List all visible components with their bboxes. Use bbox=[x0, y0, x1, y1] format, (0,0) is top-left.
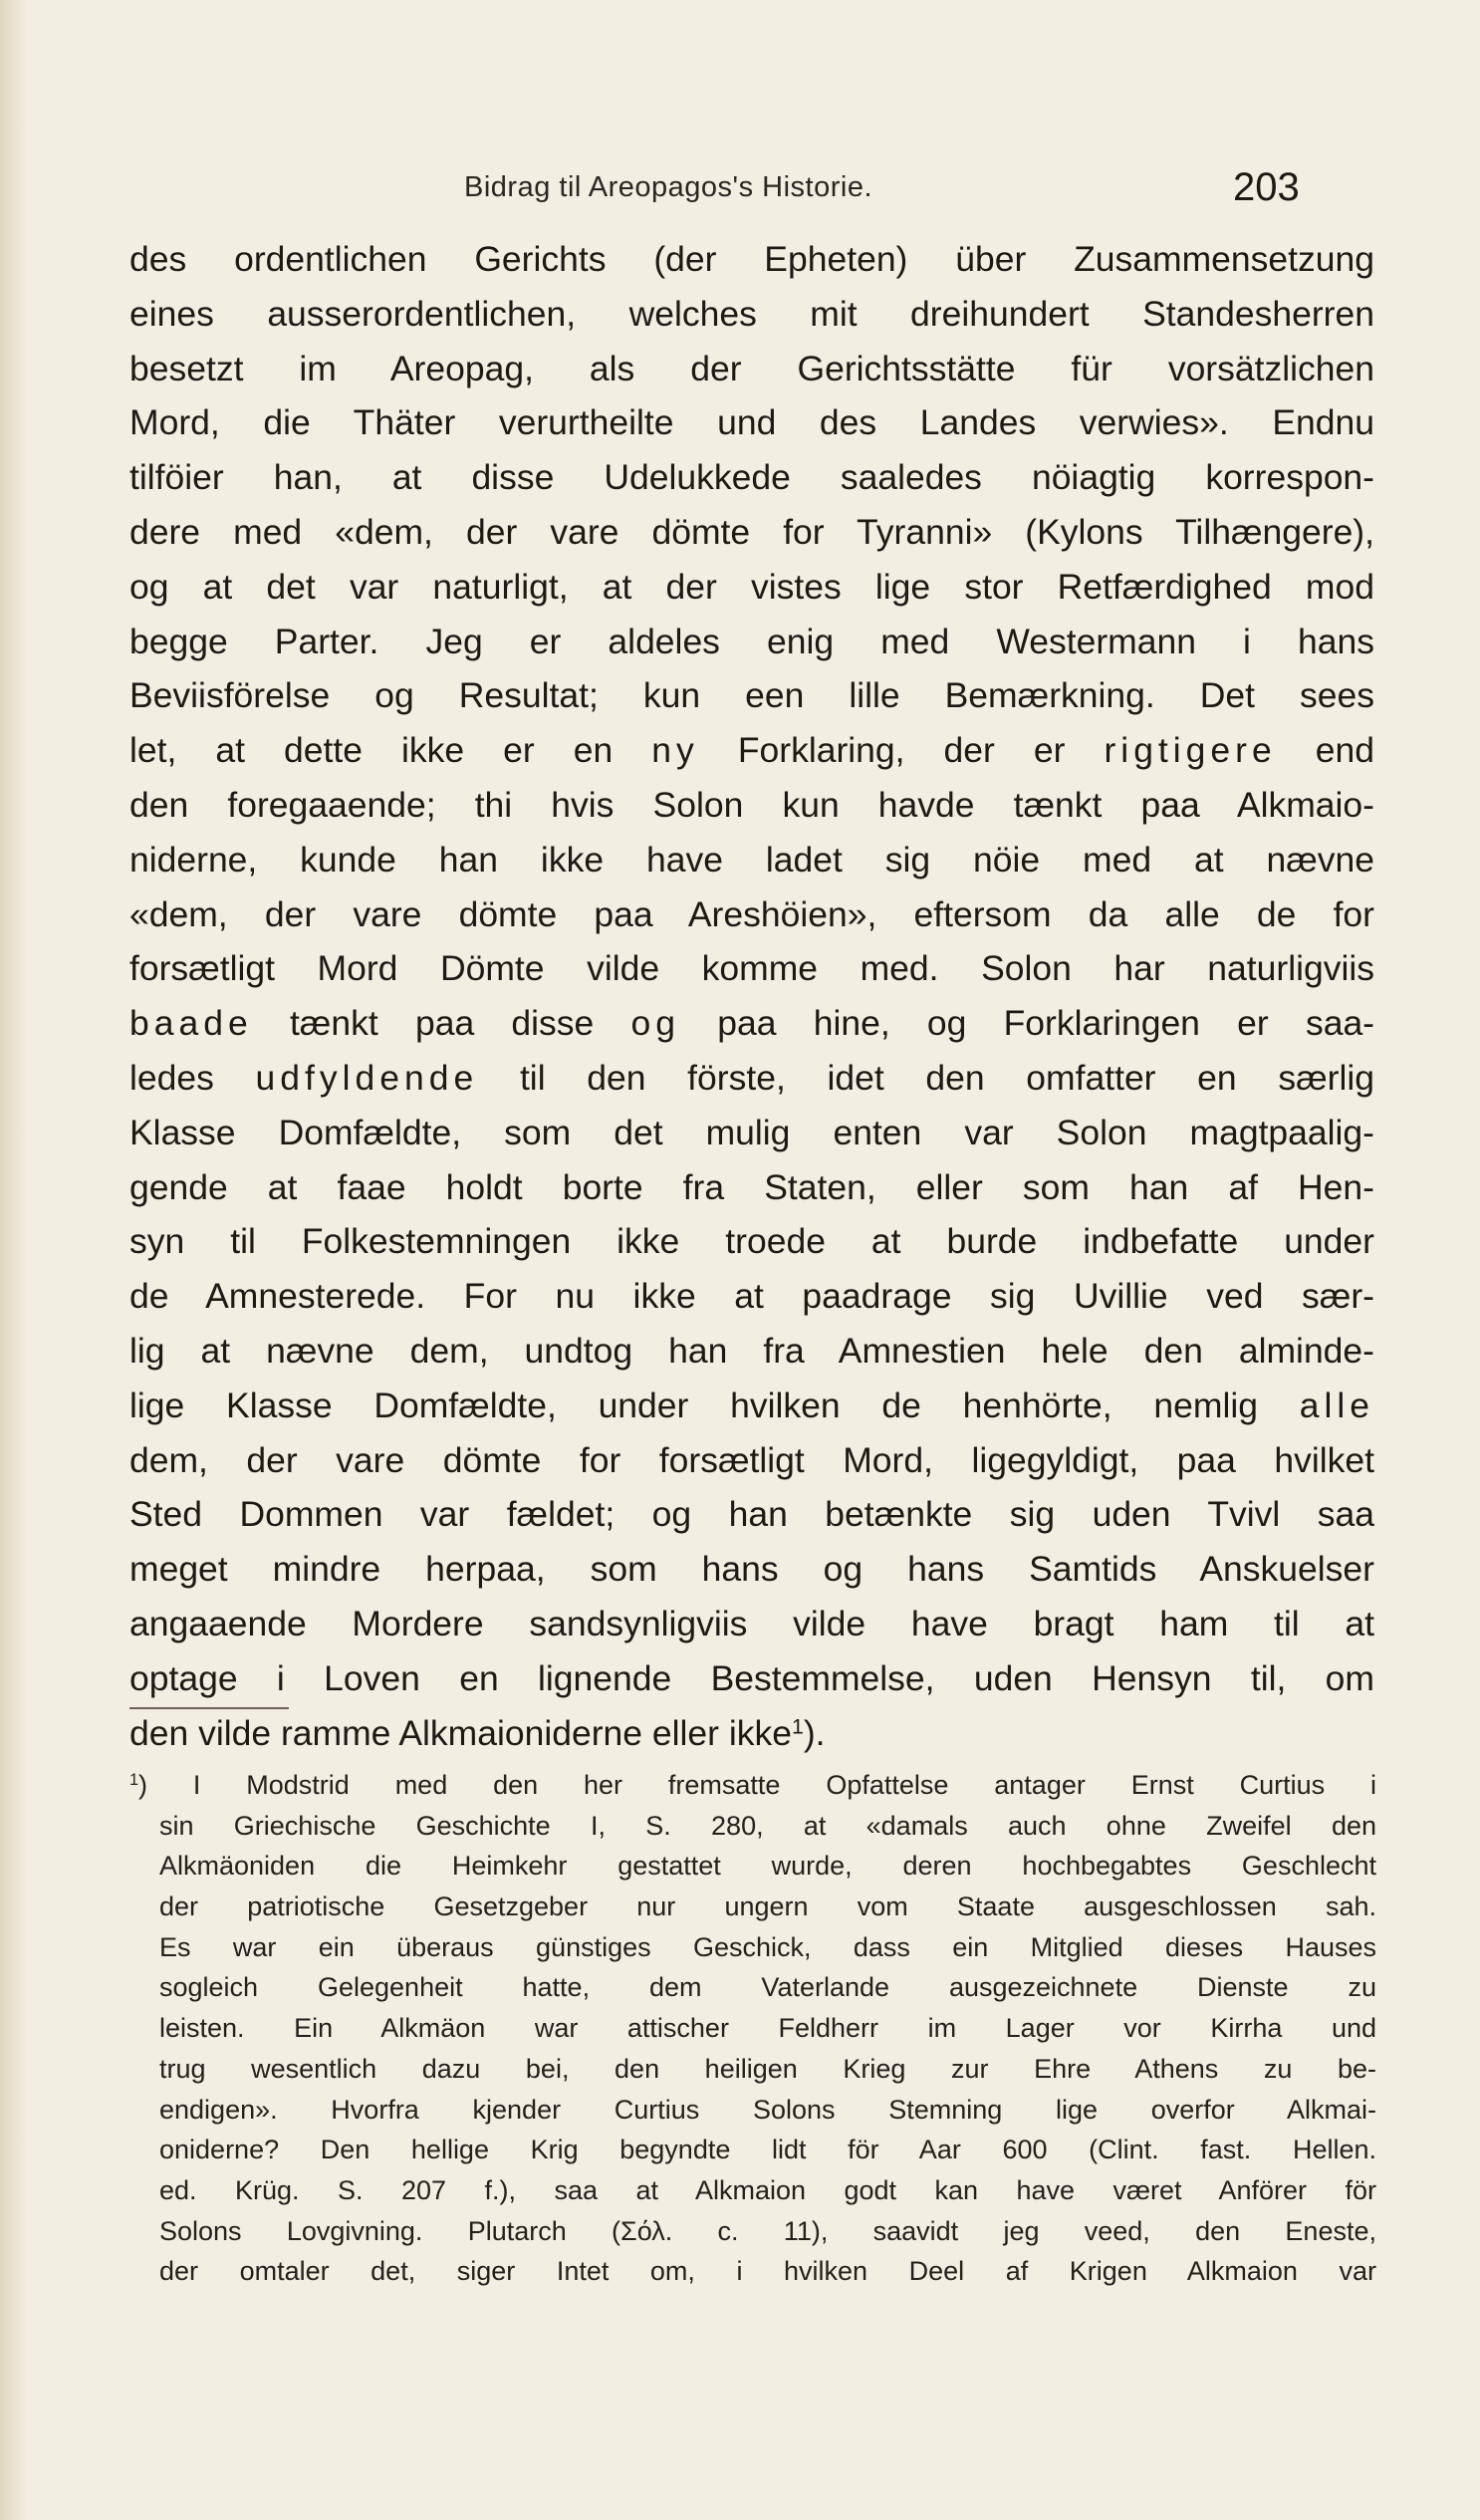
footnote-line: leisten. Ein Alkmäon war attischer Feldherr im Lager vor Kirrha und bbox=[159, 2013, 1376, 2044]
text-line: den foregaaende; thi hvis Solon kun havde tænkt paa Alkmaio- bbox=[129, 784, 1374, 825]
footnote-line: der patriotische Gesetzgeber nur ungern vom Staate ausgeschlossen sah. bbox=[159, 1891, 1376, 1922]
footnote-line: endigen». Hvorfra kjender Curtius Solons Stemning lige overfor Alkmai- bbox=[159, 2094, 1376, 2125]
text-line: meget mindre herpaa, som hans og hans Samtids Anskuelser bbox=[129, 1549, 1374, 1590]
text-line bbox=[129, 996, 1374, 1051]
emphasis-og: og bbox=[630, 1003, 681, 1044]
text-line: angaaende Mordere sandsynligviis vilde have bragt ham til at bbox=[129, 1603, 1374, 1643]
text-run: ledes bbox=[129, 1057, 256, 1098]
emphasis-rigtigere: rigtigere bbox=[1104, 730, 1277, 771]
footnote-line: der omtaler det, siger Intet om, i hvilken Deel af Krigen Alkmaion var bbox=[159, 2256, 1376, 2287]
emphasis-baade: baade bbox=[129, 1003, 253, 1044]
footnote-line: Es war ein überaus günstiges Geschick, dass ein Mitglied dieses Hauses bbox=[159, 1931, 1376, 1962]
footnote-line: trug wesentlich dazu bei, den heiligen Krieg zur Ehre Athens zu be- bbox=[159, 2053, 1376, 2084]
text-line: Sted Dommen var fældet; og han betænkte sig uden Tvivl saa bbox=[129, 1494, 1374, 1535]
main-text bbox=[129, 232, 1374, 1760]
text-run: lige Klasse Domfældte, under hvilken de henhörte, nemlig bbox=[129, 1385, 1300, 1425]
text-run: Forklaring, der er bbox=[698, 730, 1105, 771]
footnote-marker-close: ) bbox=[138, 1770, 148, 1800]
footnote-line: oniderne? Den hellige Krig begyndte lidt för Aar 600 (Clint. fast. Hellen. bbox=[159, 2135, 1376, 2165]
text-line: besetzt im Areopag, als der Gerichtsstätte für vorsätzlichen bbox=[129, 348, 1374, 388]
text-line: Beviisförelse og Resultat; kun een lille Bemærkning. Det sees bbox=[129, 675, 1374, 716]
text-line-last bbox=[129, 1706, 1374, 1761]
text-line: begge Parter. Jeg er aldeles enig med Westermann i hans bbox=[129, 621, 1374, 661]
text-line bbox=[129, 1379, 1374, 1433]
footnote-line: sogleich Gelegenheit hatte, dem Vaterlande ausgezeichnete Dienste zu bbox=[159, 1972, 1376, 2003]
emphasis-alle: alle bbox=[1299, 1385, 1374, 1425]
text-line: gende at faae holdt borte fra Staten, eller som han af Hen- bbox=[129, 1166, 1374, 1207]
footnote-text: I Modstrid med den her fremsatte Opfattelse antager Ernst Curtius i bbox=[192, 1770, 1376, 1800]
text-line: des ordentlichen Gerichts (der Epheten) über Zusammensetzung bbox=[129, 239, 1374, 279]
footnote-line: Solons Lovgivning. Plutarch (Σόλ. c. 11), saavidt jeg veed, den Eneste, bbox=[159, 2215, 1376, 2246]
emphasis-ny: ny bbox=[651, 730, 699, 771]
text-line: syn til Folkestemningen ikke troede at burde indbefatte under bbox=[129, 1221, 1374, 1262]
page-number: 203 bbox=[1233, 165, 1300, 209]
footnote-reference: 1 bbox=[791, 1713, 804, 1738]
text-line: optage i Loven en lignende Bestemmelse, uden Hensyn til, om bbox=[129, 1657, 1374, 1698]
footnote-line: ed. Krüg. S. 207 f.), saa at Alkmaion godt kan have været Anförer för bbox=[159, 2174, 1376, 2205]
text-line: niderne, kunde han ikke have ladet sig nöie med at nævne bbox=[129, 839, 1374, 880]
text-line: tilföier han, at disse Udelukkede saaledes nöiagtig korrespon- bbox=[129, 457, 1374, 498]
text-line: forsætligt Mord Dömte vilde komme med. Solon har naturligviis bbox=[129, 948, 1374, 989]
text-line: «dem, der vare dömte paa Areshöien», eftersom da alle de for bbox=[129, 893, 1374, 934]
text-line: eines ausserordentlichen, welches mit dreihundert Standesherren bbox=[129, 293, 1374, 334]
emphasis-udfyldende: udfyldende bbox=[255, 1057, 479, 1098]
footnote-line bbox=[129, 1765, 1376, 1806]
text-run: end bbox=[1276, 730, 1375, 771]
footnote-divider bbox=[129, 1707, 289, 1709]
text-line: de Amnesterede. For nu ikke at paadrage sig Uvillie ved sær- bbox=[129, 1276, 1374, 1317]
text-line: Klasse Domfældte, som det mulig enten var Solon magtpaalig- bbox=[129, 1112, 1374, 1152]
text-line: lig at nævne dem, undtog han fra Amnestien hele den alminde- bbox=[129, 1330, 1374, 1371]
text-run: til den förste, idet den omfatter en særlig bbox=[478, 1057, 1374, 1098]
text-run: tænkt paa disse bbox=[252, 1003, 631, 1044]
text-run: let, at dette ikke er en bbox=[129, 730, 652, 771]
footnote bbox=[129, 1765, 1376, 2292]
text-line bbox=[129, 723, 1374, 778]
running-title: Bidrag til Areopagos's Historie. bbox=[464, 171, 873, 203]
text-run: paa hine, og Forklaringen er saa- bbox=[680, 1003, 1375, 1044]
text-run: den vilde ramme Alkmaioniderne eller ikke bbox=[129, 1712, 792, 1753]
text-line: Mord, die Thäter verurtheilte und des Landes verwies». Endnu bbox=[129, 402, 1374, 443]
text-line: dem, der vare dömte for forsætligt Mord, ligegyldigt, paa hvilket bbox=[129, 1439, 1374, 1480]
text-line bbox=[129, 1051, 1374, 1106]
footnote-line: Alkmäoniden die Heimkehr gestattet wurde, deren hochbegabtes Geschlecht bbox=[159, 1851, 1376, 1882]
text-line: og at det var naturligt, at der vistes lige stor Retfærdighed mod bbox=[129, 566, 1374, 607]
footnote-marker: 1 bbox=[129, 1771, 139, 1790]
text-run: ). bbox=[803, 1712, 826, 1753]
footnote-line: sin Griechische Geschichte I, S. 280, at «damals auch ohne Zweifel den bbox=[159, 1810, 1376, 1841]
text-line: dere med «dem, der vare dömte for Tyranni» (Kylons Tilhængere), bbox=[129, 511, 1374, 552]
